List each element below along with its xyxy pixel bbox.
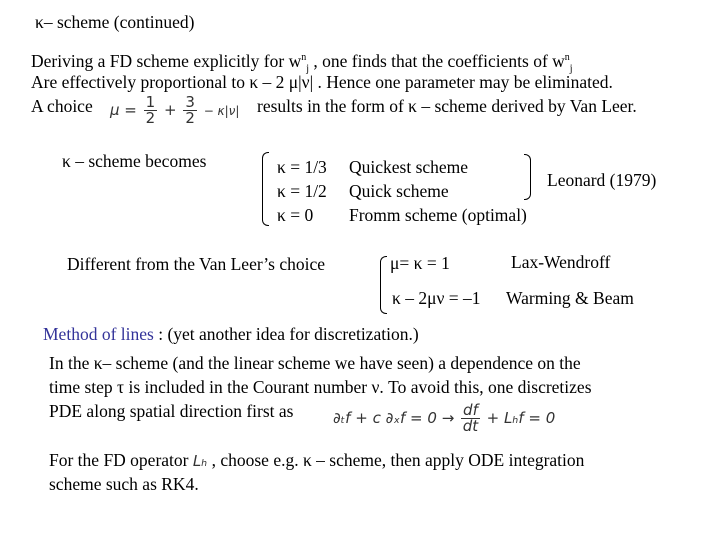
equation-part: ∂ₜf + c ∂ₓf = 0 → [333, 409, 455, 427]
case-value: κ – 2μν = –1 [392, 288, 481, 308]
case-name: Warming & Beam [506, 288, 634, 308]
case-value: κ = 0 [277, 205, 314, 225]
intro-line-1b: , one finds that the coefficients of w [309, 50, 565, 71]
operator-symbol: Lₕ [192, 452, 208, 470]
left-brace [380, 256, 387, 314]
fraction [144, 95, 158, 126]
numerator: 1 [145, 93, 156, 111]
paragraph-line: PDE along spatial direction first as [49, 401, 294, 421]
paragraph-line: In the κ– scheme (and the linear scheme we have seen) a dependence on the [49, 353, 581, 373]
mol-equation [333, 398, 555, 438]
right-brace [524, 154, 531, 200]
formula-part: + [164, 101, 177, 119]
slide-title: κ– scheme (continued) [35, 12, 195, 32]
case-value: κ = 1/2 [277, 181, 327, 201]
formula-part: − κ|ν| [203, 104, 240, 118]
case-name: Quick scheme [349, 181, 449, 201]
heading-text: Method of lines [43, 324, 154, 344]
superscript: n [301, 52, 307, 63]
van-leer-diff-label: Different from the Van Leer’s choice [67, 254, 326, 274]
case-value: μ= κ = 1 [390, 253, 450, 273]
denominator: 2 [145, 109, 156, 127]
case-value: κ = 1/3 [277, 157, 327, 177]
fraction [183, 95, 197, 126]
case-name: Fromm scheme (optimal) [349, 205, 527, 225]
text: , choose e.g. κ – scheme, then apply ODE integration [207, 450, 585, 470]
fraction [461, 403, 480, 434]
intro-line-2: Are effectively proportional to κ – 2 μ|ν| . Hence one parameter may be eliminated. [31, 72, 613, 92]
paragraph-line [49, 450, 584, 471]
case-name: Lax-Wendroff [511, 252, 611, 272]
denominator: 2 [185, 109, 195, 127]
denominator: dt [462, 417, 479, 435]
heading-rest: : (yet another idea for discretization.) [153, 324, 419, 344]
subscript: j [569, 63, 573, 75]
paragraph-line: time step τ is included in the Courant number ν. To avoid this, one discretizes [49, 377, 592, 397]
intro-line-3b: results in the form of κ – scheme derived by Van Leer. [257, 96, 637, 116]
case-name: Quickest scheme [349, 157, 469, 177]
left-brace [262, 152, 269, 226]
equation-part: + Lₕf = 0 [486, 409, 556, 427]
intro-line-3a: A choice [31, 96, 93, 116]
text: For the FD operator [49, 450, 193, 470]
mu-formula [110, 95, 239, 126]
intro-line-1a: Deriving a FD scheme explicitly for w [31, 50, 302, 71]
formula-part: μ = [110, 101, 137, 119]
superscript: n [564, 52, 570, 63]
paragraph-line: scheme such as RK4. [49, 474, 199, 494]
subscript: j [306, 63, 309, 75]
method-of-lines-heading [43, 324, 419, 344]
numerator: df [463, 401, 478, 419]
kappa-scheme-label: κ – scheme becomes [62, 151, 207, 171]
numerator: 3 [185, 93, 195, 111]
attribution: Leonard (1979) [547, 170, 657, 190]
